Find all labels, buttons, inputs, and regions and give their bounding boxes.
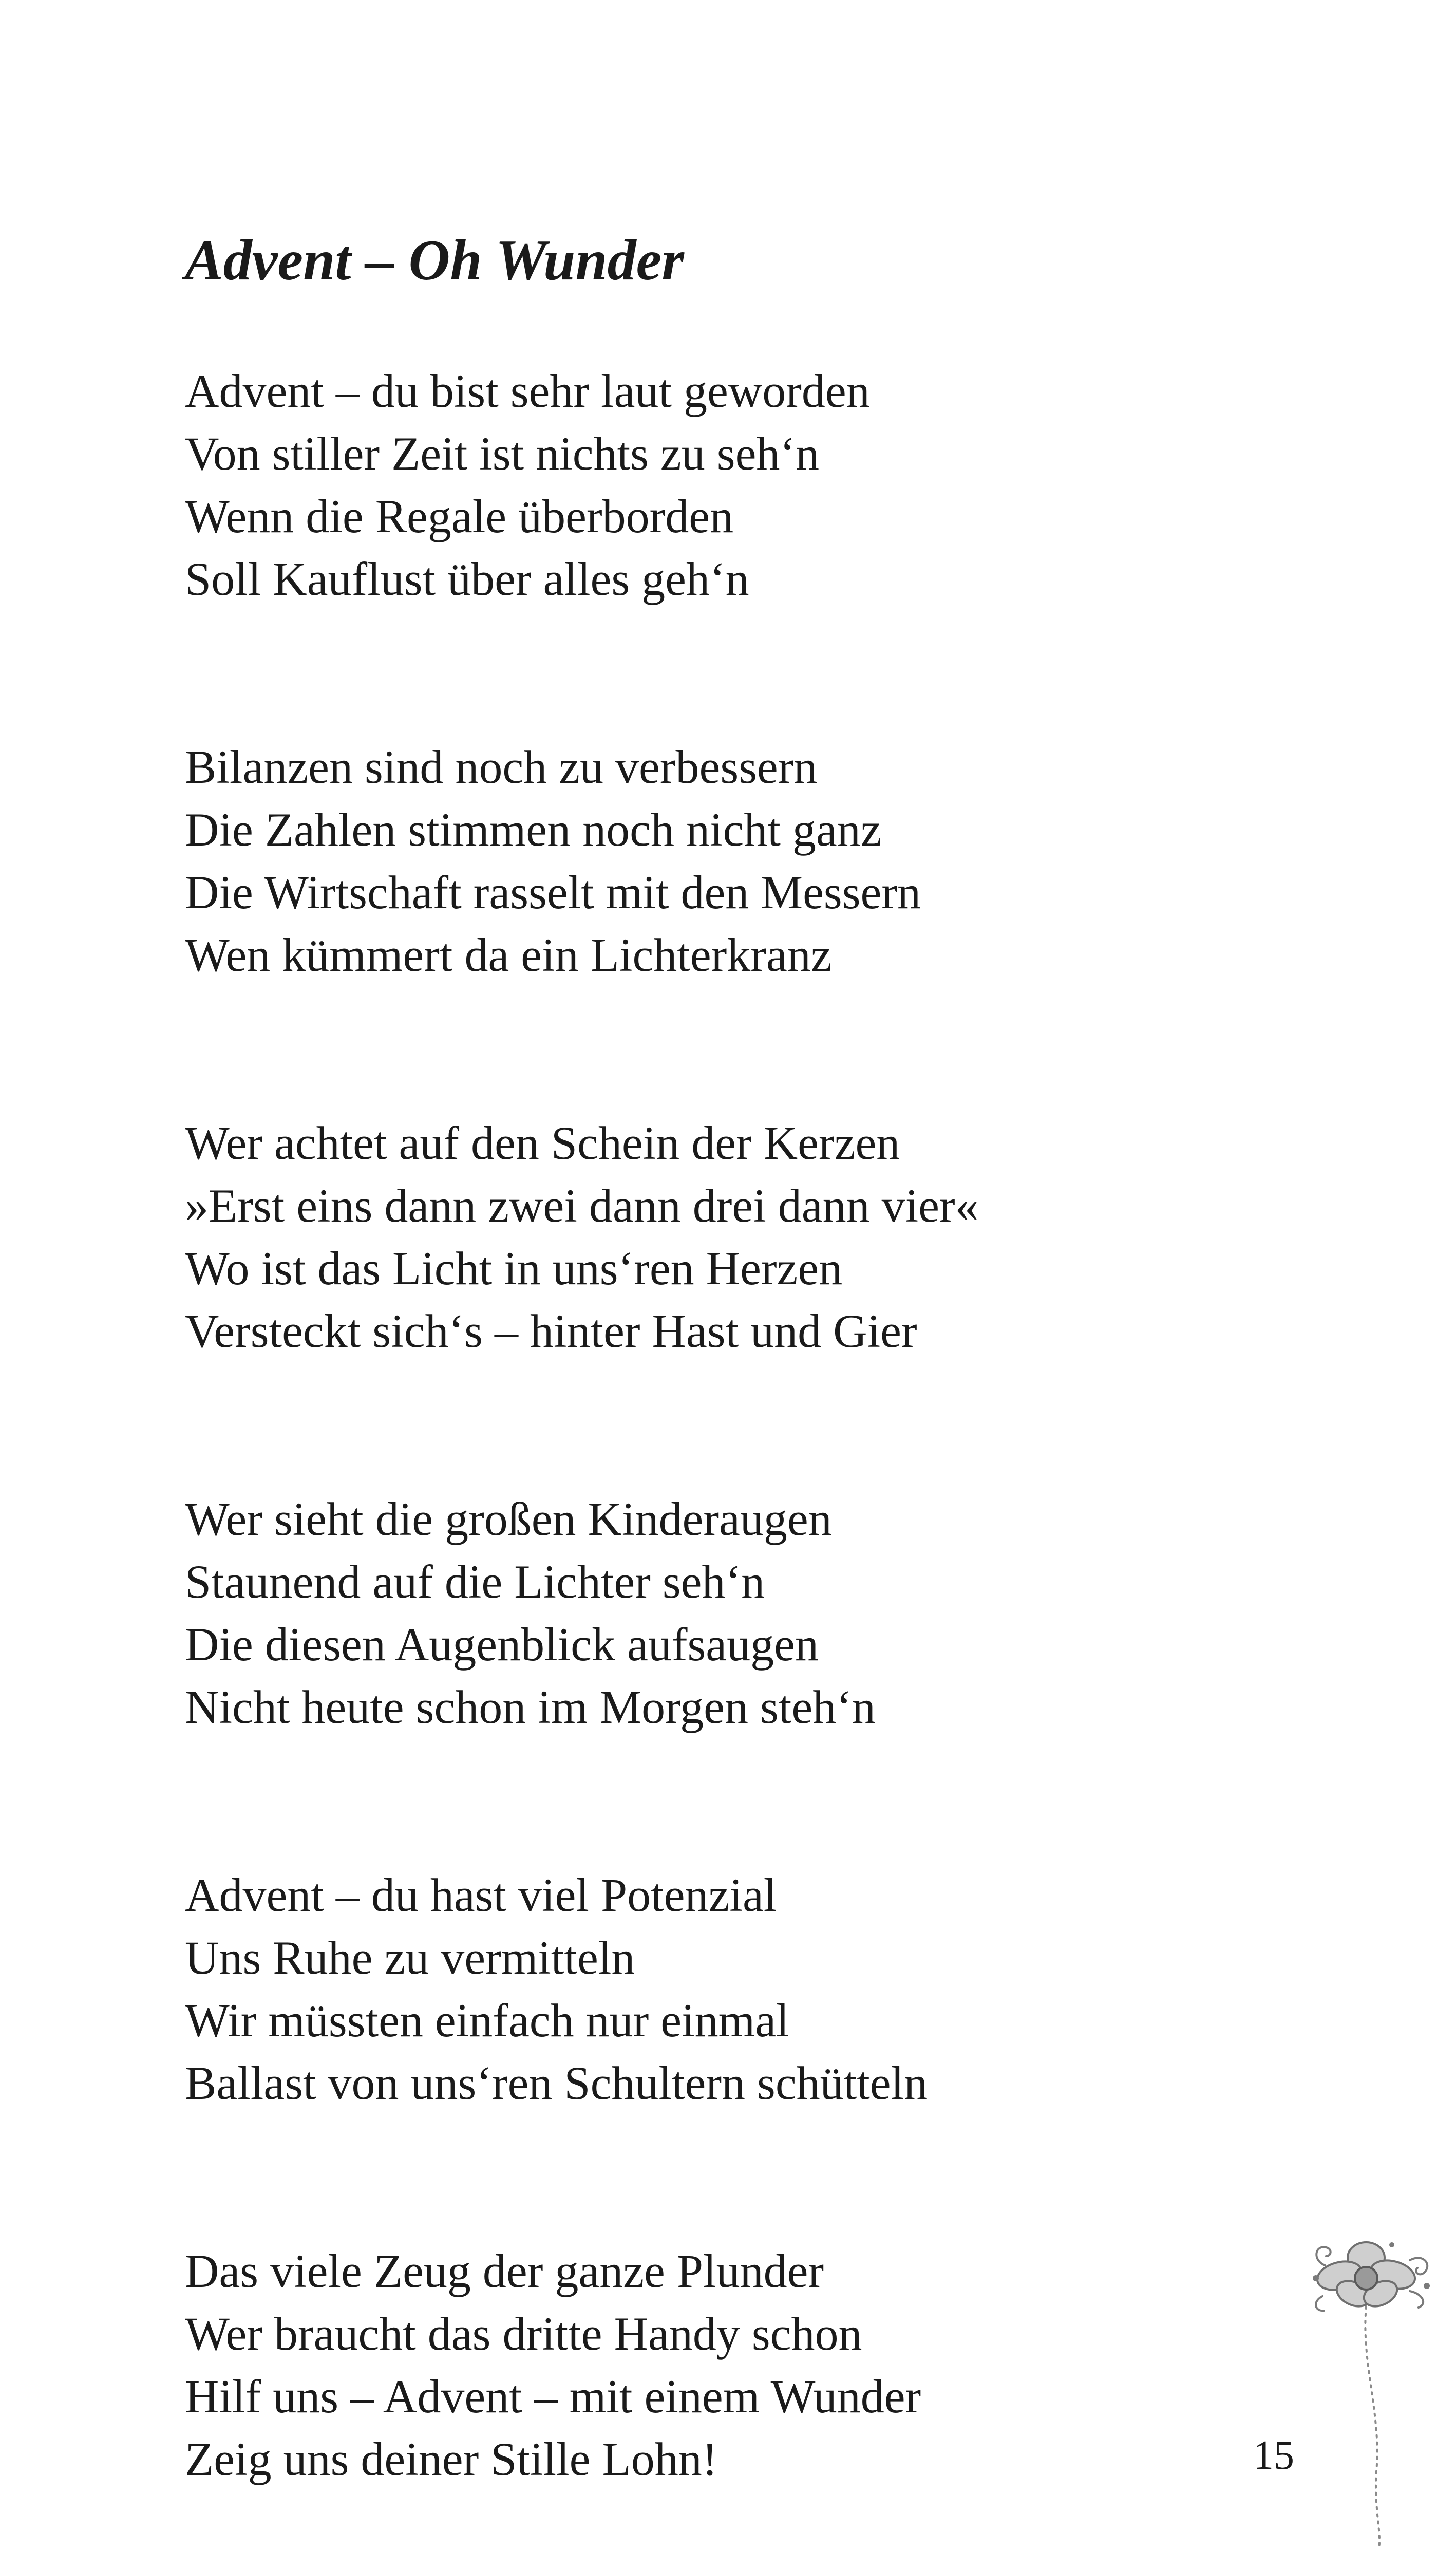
poem-line: Ballast von uns‘ren Schultern schütteln (185, 2057, 928, 2109)
poem-line: Die Wirtschaft rasselt mit den Messern (185, 866, 921, 918)
poem-line: Das viele Zeug der ganze Plunder (185, 2245, 824, 2297)
poem-line: Versteckt sich‘s – hinter Hast und Gier (185, 1305, 917, 1357)
poem-line: Uns Ruhe zu vermitteln (185, 1931, 635, 1984)
poem-line: Hilf uns – Advent – mit einem Wunder (185, 2370, 921, 2423)
page-number: 15 (1253, 2433, 1294, 2478)
poem-line: Wo ist das Licht in uns‘ren Herzen (185, 1242, 843, 1295)
poem-body (185, 360, 1315, 2490)
poem-line: Die Zahlen stimmen noch nicht ganz (185, 803, 882, 856)
stanza-1 (185, 360, 1315, 610)
poem-title: Advent – Oh Wunder (185, 229, 684, 292)
poem-line: Wer braucht das dritte Handy schon (185, 2308, 862, 2360)
stanza-3 (185, 1112, 1315, 1362)
poem-line: Wer sieht die großen Kinderaugen (185, 1493, 832, 1545)
poem-line: Soll Kauflust über alles geh‘n (185, 553, 749, 605)
poem-line: Von stiller Zeit ist nichts zu seh‘n (185, 427, 820, 480)
stanza-5 (185, 1864, 1315, 2114)
poem-line: Wir müssten einfach nur einmal (185, 1994, 789, 2047)
flower-icon (1304, 2229, 1438, 2548)
poem-line: Zeig uns deiner Stille Lohn! (185, 2433, 718, 2485)
stanza-4 (185, 1488, 1315, 1738)
poem-line: Wer achtet auf den Schein der Kerzen (185, 1117, 900, 1169)
poem-line: Wenn die Regale überborden (185, 490, 734, 542)
poem-line: Die diesen Augenblick aufsaugen (185, 1618, 819, 1671)
poem-line: Nicht heute schon im Morgen steh‘n (185, 1681, 876, 1733)
poem-line: Staunend auf die Lichter seh‘n (185, 1555, 765, 1608)
stanza-2 (185, 736, 1315, 986)
poem-line: Bilanzen sind noch zu verbessern (185, 741, 818, 793)
poem-line: Wen kümmert da ein Lichterkranz (185, 929, 832, 981)
stanza-6 (185, 2240, 1315, 2490)
poem-line: »Erst eins dann zwei dann drei dann vier« (185, 1179, 979, 1232)
poem-line: Advent – du hast viel Potenzial (185, 1869, 777, 1921)
poem-line: Advent – du bist sehr laut geworden (185, 365, 870, 417)
